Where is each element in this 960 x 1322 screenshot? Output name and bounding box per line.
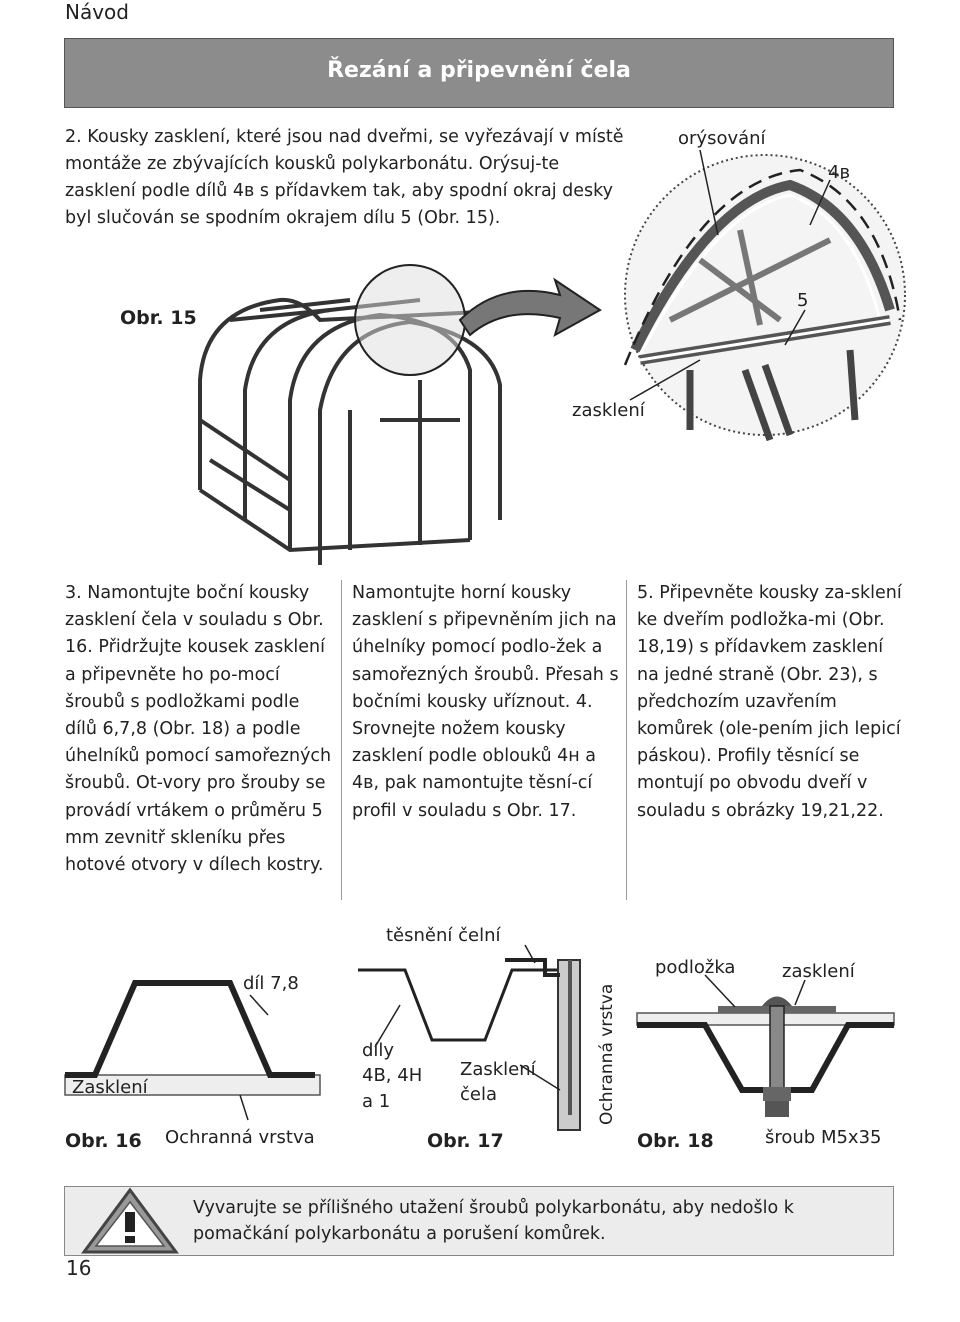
arrow-icon — [460, 280, 600, 335]
detail-marker — [355, 265, 465, 375]
step-4-text: Namontujte horní kousky zasklení s připevněním jich na úhelníky pomocí podlo-žek a samořezných šroubů. Přesah s bočními kousky uříznout. 4. Srovnejte nožem kousky zasklení podle oblouků 4н a 4в, pak namontujte těsní-cí profil v souladu s Obr. 17. — [352, 583, 619, 821]
running-header: Návod — [65, 0, 129, 24]
figure-16 — [65, 973, 320, 1152]
label-4v: 4в — [828, 162, 851, 183]
label-glazing: zasklení — [572, 400, 645, 421]
warning-text: Vyvarujte se přílišného utažení šroubů polykarbonátu, aby nedošlo k pomačkání polykarbonátu a porušení komůrek. — [193, 1198, 794, 1244]
figure-15-caption: Obr. 15 — [120, 307, 197, 329]
figure-18-caption: Obr. 18 — [637, 1130, 714, 1152]
column-divider — [341, 580, 342, 900]
label-protective: Ochranná vrstva — [597, 983, 617, 1125]
step-2-text: 2. Kousky zasklení, které jsou nad dveřmi, se vyřezávají v místě montáže ze zbývajících kousků polykarbonátu. Orýsuj-te zasklení podle dílů 4в s přídavkem tak, aby spodní okraj desky byl slučován se spodním okrajem dílu 5 (Obr. 15). — [65, 127, 624, 228]
figure-16-caption: Obr. 16 — [65, 1130, 142, 1152]
label-washer: podložka — [655, 957, 736, 978]
label-glazing-1: Zasklení — [460, 1059, 536, 1080]
step-5-text: 5. Připevněte kousky za-sklení ke dveřím podložka-mi (Obr. 18,19) s přídavkem zasklení na jedné straně (Obr. 23), s předchozím uzavřením komůrek (ole-pením jich lepicí páskou). Profily těsnící se montují po obvodu dveří v souladu s obrázky 19,21,22. — [637, 583, 902, 821]
section-title: Řezání a připevnění čela — [327, 58, 631, 83]
figure-15 — [0, 120, 960, 580]
warning-triangle-icon — [80, 1186, 180, 1256]
page-number: 16 — [66, 1256, 92, 1280]
label-marking: orýsování — [678, 128, 766, 149]
label-seal: těsnění čelní — [386, 925, 501, 946]
label-screw: šroub M5x35 — [765, 1127, 882, 1148]
column-divider — [626, 580, 627, 900]
label-glazing-2: čela — [460, 1084, 498, 1105]
detail-view — [625, 155, 905, 440]
figure-17 — [358, 925, 617, 1152]
label-protective: Ochranná vrstva — [165, 1127, 315, 1148]
label-glazing: Zasklení — [72, 1077, 148, 1098]
label-glazing: zasklení — [782, 961, 855, 982]
label-part: díl 7,8 — [243, 973, 299, 994]
label-5: 5 — [797, 290, 809, 311]
figure-17-caption: Obr. 17 — [427, 1130, 504, 1152]
label-parts-3: а 1 — [362, 1091, 391, 1112]
step-3-text: 3. Namontujte boční kousky zasklení čela v souladu s Obr. 16. Přidržujte kousek zasklení a připevněte ho po-mocí šroubů s podložkami podle dílů 6,7,8 (Obr. 18) a podle úhelníků pomocí samořezných šroubů. Ot-vory pro šrouby se provádí vrtákem o průměru 5 mm zevnitř skleníku přes hotové otvory v dílech kostry. — [65, 583, 332, 876]
label-parts-2: 4В, 4Н — [362, 1065, 423, 1086]
figures-16-18 — [0, 915, 960, 1160]
title-band — [64, 38, 894, 108]
figure-18 — [637, 957, 894, 1152]
label-parts-1: díly — [362, 1040, 395, 1061]
